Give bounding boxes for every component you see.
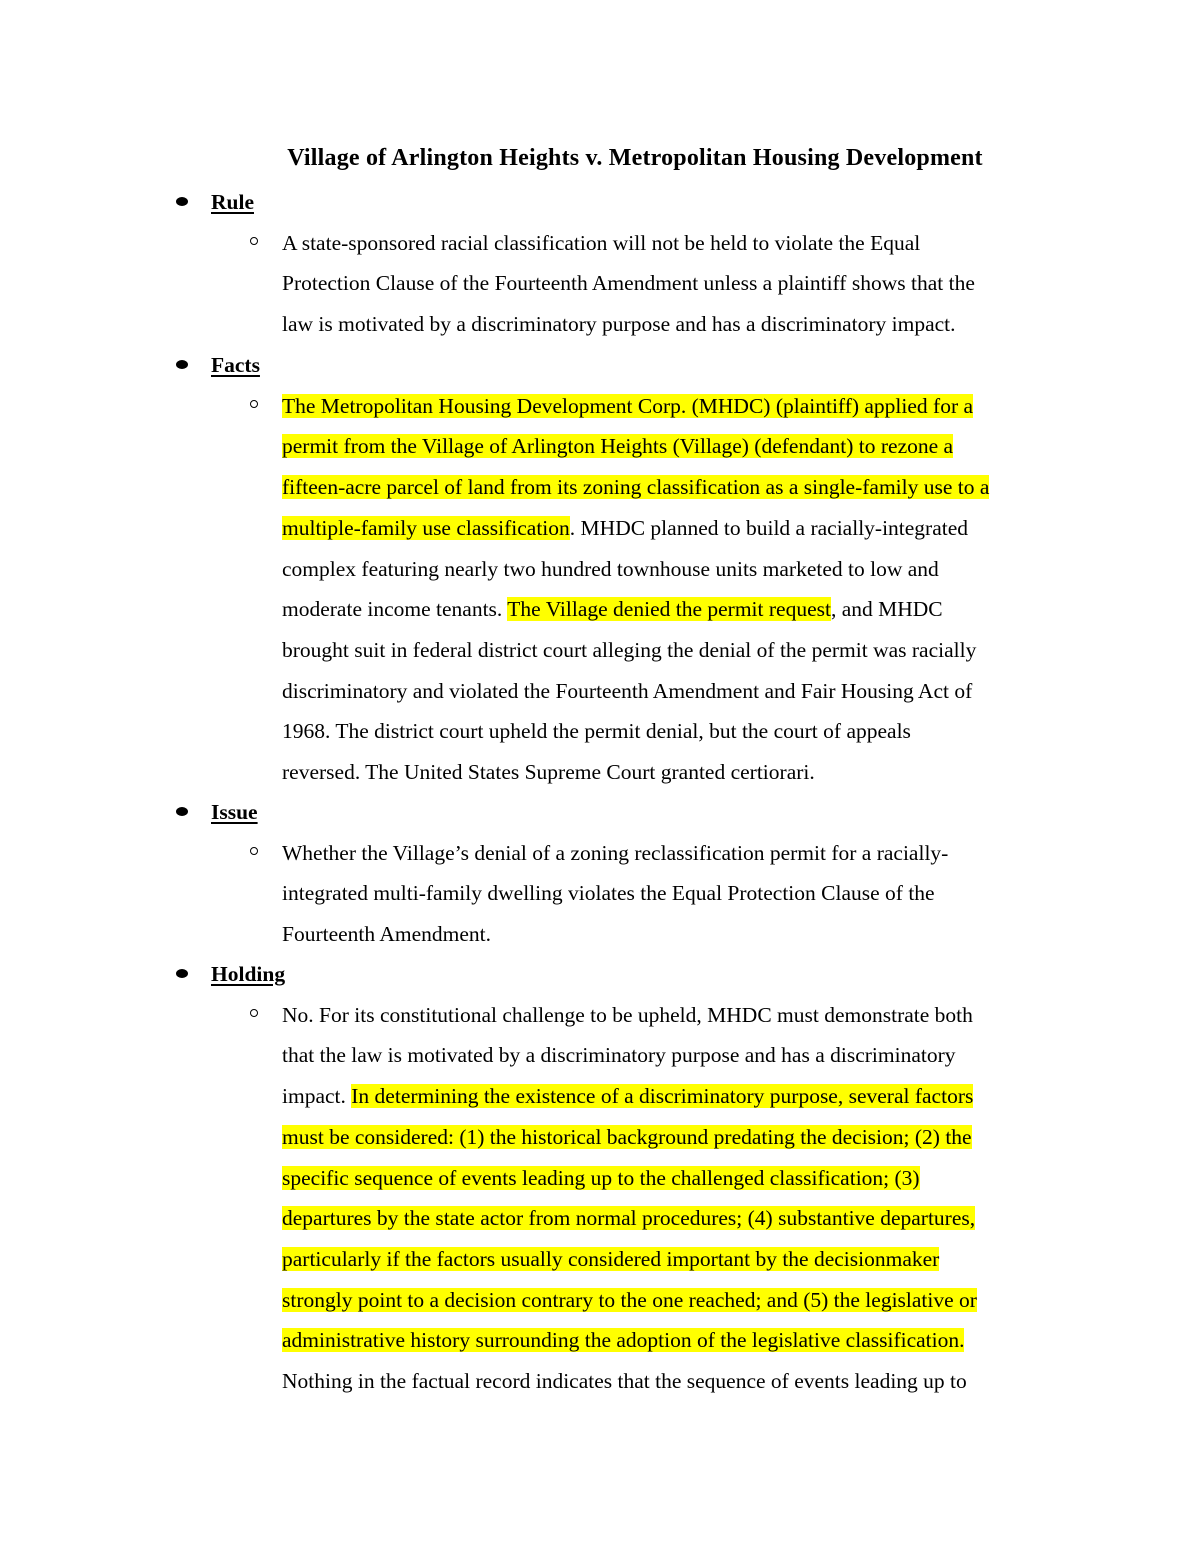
- text-run: moderate income tenants.: [282, 597, 508, 622]
- text-line: [282, 711, 1072, 752]
- text-line: [282, 1198, 1072, 1239]
- text-run: 1968. The district court upheld the permit denial, but the court of appeals: [282, 719, 911, 744]
- bullet-icon: [176, 197, 188, 206]
- text-line: [282, 630, 1072, 671]
- text-line: [282, 1239, 1072, 1280]
- hollow-circle-bullet-icon: [250, 400, 258, 408]
- text-run: impact.: [282, 1084, 352, 1109]
- text-line: [282, 1035, 1072, 1076]
- highlighted-text: particularly if the factors usually considered important by the decisionmaker: [282, 1246, 940, 1271]
- section-heading-holding: Holding: [211, 962, 286, 986]
- text-run: Fourteenth Amendment.: [282, 922, 491, 947]
- highlighted-text: must be considered: (1) the historical background predating the decision; (2) the: [282, 1124, 972, 1149]
- text-line: [282, 995, 1072, 1036]
- text-line: [282, 914, 1072, 955]
- section-body: [0, 833, 1200, 955]
- text-line: [282, 1361, 1072, 1402]
- section-heading-row: [0, 792, 1200, 833]
- text-line: [282, 1076, 1072, 1117]
- text-run: , and MHDC: [830, 597, 943, 622]
- hollow-circle-bullet-icon: [250, 847, 258, 855]
- text-line: [282, 223, 1072, 264]
- section-paragraph: [282, 223, 1072, 345]
- highlighted-text: The Village denied the permit request: [507, 597, 831, 622]
- bullet-icon: [176, 807, 188, 816]
- text-line: [282, 426, 1072, 467]
- text-line: [282, 1320, 1072, 1361]
- text-line: [282, 304, 1072, 345]
- section-heading-row: [0, 345, 1200, 386]
- document-title: Village of Arlington Heights v. Metropolitan Housing Development: [287, 145, 983, 171]
- highlighted-text: permit from the Village of Arlington Heights (Village) (defendant) to rezone a: [282, 434, 954, 459]
- text-run: integrated multi-family dwelling violates the Equal Protection Clause of the: [282, 881, 935, 906]
- text-line: [282, 833, 1072, 874]
- bullet-icon: [176, 360, 188, 369]
- text-line: [282, 1280, 1072, 1321]
- highlighted-text: departures by the state actor from normal procedures; (4) substantive departures,: [282, 1206, 976, 1231]
- hollow-circle-bullet-icon: [250, 237, 258, 245]
- text-line: [282, 1117, 1072, 1158]
- section-holding: [0, 954, 1200, 1402]
- section-issue: [0, 792, 1200, 955]
- text-line: [282, 873, 1072, 914]
- text-run: complex featuring nearly two hundred townhouse units marketed to low and: [282, 556, 939, 581]
- text-run: No. For its constitutional challenge to be upheld, MHDC must demonstrate both: [282, 1002, 973, 1027]
- text-line: [282, 263, 1072, 304]
- highlighted-text: strongly point to a decision contrary to the one reached; and (5) the legislative or: [282, 1287, 977, 1312]
- section-paragraph: [282, 833, 1072, 955]
- section-heading-facts: Facts: [211, 353, 260, 377]
- section-rule: [0, 182, 1200, 345]
- bullet-icon: [176, 969, 188, 978]
- section-body: [0, 223, 1200, 345]
- text-run: . MHDC planned to build a racially-integrated: [569, 515, 969, 540]
- text-run: Protection Clause of the Fourteenth Amendment unless a plaintiff shows that the: [282, 271, 975, 296]
- highlighted-text: fifteen-acre parcel of land from its zoning classification as a single-family use to a: [282, 475, 990, 500]
- text-run: Nothing in the factual record indicates that the sequence of events leading up to: [282, 1369, 967, 1394]
- section-heading-rule: Rule: [211, 190, 254, 214]
- text-run: A state-sponsored racial classification will not be held to violate the Equal: [282, 230, 921, 255]
- section-heading-issue: Issue: [211, 800, 258, 824]
- highlighted-text: multiple-family use classification: [282, 515, 570, 540]
- text-run: reversed. The United States Supreme Court granted certiorari.: [282, 760, 815, 785]
- text-line: [282, 508, 1072, 549]
- section-heading-row: [0, 182, 1200, 223]
- highlighted-text: In determining the existence of a discriminatory purpose, several factors: [351, 1084, 974, 1109]
- highlighted-text: The Metropolitan Housing Development Corp. (MHDC) (plaintiff) applied for a: [282, 393, 974, 418]
- text-line: [282, 1158, 1072, 1199]
- text-run: discriminatory and violated the Fourteenth Amendment and Fair Housing Act of: [282, 678, 973, 703]
- text-line: [282, 467, 1072, 508]
- section-facts: [0, 345, 1200, 793]
- text-line: [282, 386, 1072, 427]
- highlighted-text: administrative history surrounding the adoption of the legislative classification.: [282, 1328, 965, 1353]
- title-container: [0, 0, 1200, 200]
- section-body: [0, 995, 1200, 1402]
- section-paragraph: [282, 386, 1072, 793]
- hollow-circle-bullet-icon: [250, 1009, 258, 1017]
- text-run: law is motivated by a discriminatory purpose and has a discriminatory impact.: [282, 312, 956, 337]
- section-paragraph: [282, 995, 1072, 1402]
- text-run: brought suit in federal district court alleging the denial of the permit was racially: [282, 637, 977, 662]
- highlighted-text: specific sequence of events leading up to the challenged classification; (3): [282, 1165, 920, 1190]
- text-run: Whether the Village’s denial of a zoning reclassification permit for a racially-: [282, 840, 949, 865]
- text-line: [282, 589, 1072, 630]
- text-line: [282, 671, 1072, 712]
- section-heading-row: [0, 954, 1200, 995]
- section-body: [0, 386, 1200, 793]
- text-line: [282, 752, 1072, 793]
- text-line: [282, 549, 1072, 590]
- text-run: that the law is motivated by a discriminatory purpose and has a discriminatory: [282, 1043, 956, 1068]
